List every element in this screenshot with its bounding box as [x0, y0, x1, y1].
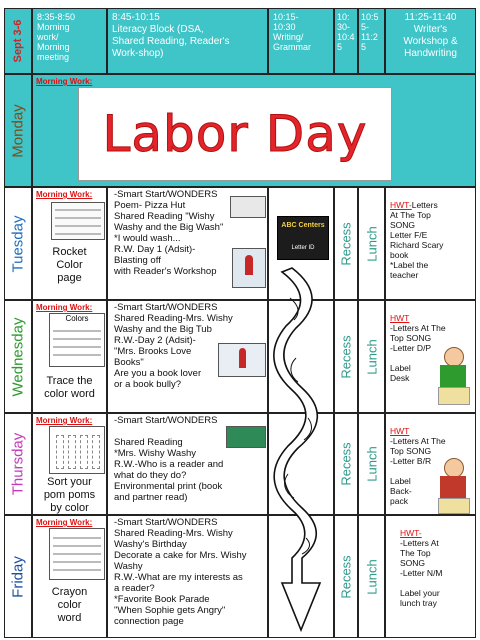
header-writers-workshop: [385, 8, 476, 74]
header-lunch-text: 10:5 5- 11:2 5: [361, 12, 379, 52]
wednesday-lunch: Lunch: [364, 338, 379, 375]
wednesday-colors-thumb: [49, 313, 105, 367]
wednesday-recess-cell: [334, 300, 358, 413]
header-writing: [268, 8, 334, 74]
thursday-morning-cell: [32, 413, 107, 515]
header-recess-text: 10: 30- 10:4 5: [337, 12, 355, 52]
wavy-arrow-icon: [268, 258, 334, 636]
tuesday-literacy-cell: [107, 187, 268, 300]
wednesday-student-clipart: [434, 347, 470, 405]
header-morning-work-text: 8:35-8:50 Morning work/ Morning meeting: [37, 12, 76, 62]
thursday-morning-work-label: Morning Work:: [36, 416, 93, 425]
friday-crayon-thumb: [49, 528, 105, 580]
thursday-writing-text: -Letters At The Top SONG -Letter B/R Label Back- pack: [390, 436, 446, 506]
friday-recess: Recess: [338, 554, 354, 599]
thursday-smart-start-thumb: [226, 426, 266, 448]
tuesday-lunch: Lunch: [364, 225, 379, 262]
wednesday-lunch-cell: [358, 300, 385, 413]
monday-label-cell: [4, 74, 32, 187]
labor-day-banner: [78, 87, 392, 181]
tuesday-literacy: -Smart Start/WONDERS Poem- Pizza Hut Shared Reading "Wishy Washy and the Big Wash" *I would wash... R.W. Day 1 (Adsit)- Blasting off with Reader's Workshop: [114, 189, 224, 277]
wednesday-morning-cell: [32, 300, 107, 413]
header-date: Sept 3-6: [12, 19, 24, 63]
tuesday-rocket-thumb: [232, 248, 266, 288]
colors-thumb-title: Colors: [65, 314, 89, 323]
thursday-label-cell: [4, 413, 32, 515]
header-writing-text: 10:15- 10:30 Writing/ Grammar: [273, 12, 311, 52]
thursday-recess: Recess: [338, 442, 354, 486]
header-morning-work: [32, 8, 107, 74]
wednesday-hwt: HWT: [390, 313, 410, 323]
wednesday-label-cell: [4, 300, 32, 413]
friday-lunch-cell: [358, 515, 385, 638]
thursday-recess-cell: [334, 413, 358, 515]
header-recess: [334, 8, 358, 74]
friday-writing-text: -Letters At The Top SONG -Letter N/M Label your lunch tray: [400, 538, 443, 608]
wednesday-rocket-thumb: [218, 343, 266, 377]
tuesday-recess: Recess: [338, 221, 354, 266]
friday-morning-work-label: Morning Work:: [36, 518, 93, 527]
header-date-cell: [4, 8, 32, 74]
tuesday-activity: Rocket Color page: [52, 246, 87, 284]
friday-literacy-cell: [107, 515, 268, 638]
wednesday-activity: Trace the color word: [44, 375, 95, 400]
friday-morning-cell: [32, 515, 107, 638]
header-literacy: [107, 8, 268, 74]
header-literacy-text: 8:45-10:15 Literacy Block (DSA, Shared Reading, Reader's Work-shop): [112, 12, 230, 59]
friday-lunch: Lunch: [364, 558, 379, 595]
tuesday-writing-text: Letters At The Top SONG Letter F/E Richard Scary book *Label the teacher: [390, 200, 444, 280]
thursday-pompom-thumb: [49, 426, 105, 474]
wednesday-workshop-cell: [385, 300, 476, 413]
tuesday-label-cell: [4, 187, 32, 300]
thursday-workshop-cell: [385, 413, 476, 515]
wednesday-recess: Recess: [338, 334, 354, 379]
thursday-label: Thursday: [9, 432, 27, 496]
tuesday-recess-cell: [334, 187, 358, 300]
thursday-activity: Sort your pom poms by color: [43, 476, 96, 514]
tuesday-workshop: [390, 190, 443, 280]
wednesday-morning-work-label: Morning Work:: [36, 303, 93, 312]
tuesday-poem-thumb: [230, 196, 266, 218]
tuesday-workshop-cell: [385, 187, 476, 300]
tuesday-morning-cell: [32, 187, 107, 300]
thursday-student-clipart: [434, 458, 470, 514]
abc-centers-sub: Letter ID: [291, 245, 315, 251]
friday-literacy: -Smart Start/WONDERS Shared Reading-Mrs. Wishy Washy's Birthday Decorate a cake for Mrs. Wishy Washy R.W.-What are my interests as a reader? *Favorite Book Parade "When Sophie gets Angry" connection page: [114, 517, 247, 627]
abc-centers-thumb: [277, 216, 329, 260]
wednesday-label: Wednesday: [9, 317, 27, 396]
tuesday-morning-work-label: Morning Work:: [36, 190, 93, 199]
friday-recess-cell: [334, 515, 358, 638]
wednesday-writing-text: -Letters At The Top SONG -Letter D/P Label Desk: [390, 323, 446, 383]
monday-content-cell: [32, 74, 476, 187]
abc-centers-title: ABC Centers: [281, 222, 325, 229]
wednesday-literacy-cell: [107, 300, 268, 413]
tuesday-lunch-cell: [358, 187, 385, 300]
friday-label-cell: [4, 515, 32, 638]
labor-day-title: Labor Day: [102, 105, 368, 163]
monday-morning-work-label: Morning Work:: [36, 77, 93, 86]
header-writers-workshop-text: 11:25-11:40 Writer's Workshop & Handwriting: [403, 12, 458, 59]
thursday-literacy-cell: [107, 413, 268, 515]
tuesday-hwt: HWT-: [390, 200, 412, 210]
friday-workshop-cell: [385, 515, 476, 638]
friday-workshop: [400, 518, 443, 608]
friday-activity: Crayon color word: [51, 586, 88, 624]
lesson-plan-grid: [4, 8, 476, 638]
thursday-lunch-cell: [358, 413, 385, 515]
tuesday-worksheet-thumb: [51, 202, 105, 240]
thursday-literacy: -Smart Start/WONDERS Shared Reading *Mrs. Wishy Washy R.W.-Who is a reader and what do they do? Environmental print (book and partner read): [114, 415, 224, 503]
friday-hwt: HWT-: [400, 528, 422, 538]
monday-label: Monday: [9, 103, 27, 158]
thursday-hwt: HWT: [390, 426, 410, 436]
friday-label: Friday: [9, 555, 27, 598]
thursday-lunch: Lunch: [364, 446, 379, 482]
wednesday-literacy: -Smart Start/WONDERS Shared Reading-Mrs. Wishy Washy and the Big Tub R.W.-Day 2 (Adsit)- "Mrs. Brooks Love Books" Are you a book lover or a book bully?: [114, 302, 233, 390]
header-lunch: [358, 8, 385, 74]
tuesday-label: Tuesday: [9, 215, 27, 272]
